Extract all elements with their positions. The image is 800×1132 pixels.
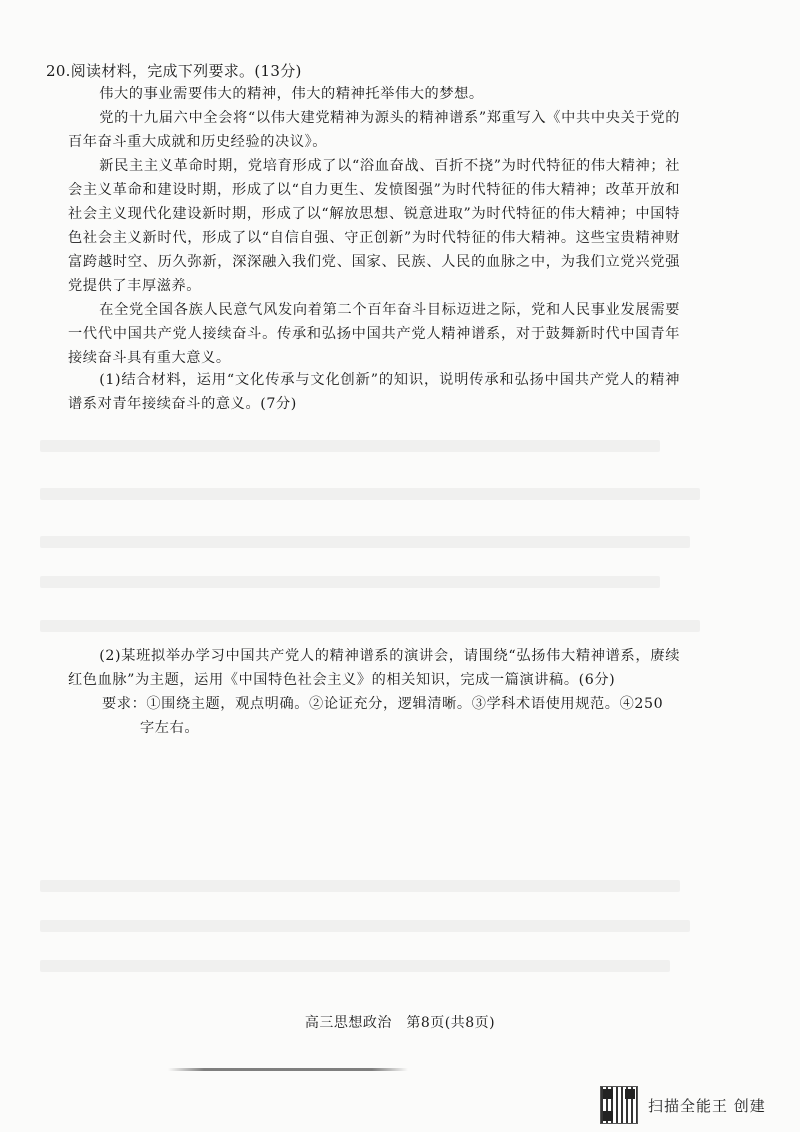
requirements-line-2: 字左右。 (140, 720, 200, 736)
material-paragraph-4: 在全党全国各族人民意气风发向着第二个百年奋斗目标迈进之际，党和人民事业发展需要一代代中国共产党人接续奋斗。传承和弘扬中国共产党人精神谱系，对于鼓舞新时代中国青年接续奋斗具有重大意义。 (68, 302, 680, 366)
page-footer: 高三思想政治 第8页(共8页) (304, 1015, 496, 1031)
bleed-through-line (40, 440, 660, 452)
question-heading: 20.阅读材料，完成下列要求。(13分) (46, 62, 302, 80)
bleed-through-line (40, 880, 680, 892)
scanner-watermark-text: 扫描全能王 创建 (648, 1096, 766, 1115)
bleed-through-line (40, 620, 700, 632)
bleed-through-line (40, 488, 700, 500)
sub-question-1: (1)结合材料，运用“文化传承与文化创新”的知识，说明传承和弘扬中国共产党人的精神谱系对青年接续奋斗的意义。(7分) (68, 372, 680, 412)
qr-code-icon (600, 1086, 638, 1124)
bleed-through-line (40, 536, 690, 548)
sub-question-2: (2)某班拟举办学习中国共产党人的精神谱系的演讲会，请围绕“弘扬伟大精神谱系，赓续红色血脉”为主题，运用《中国特色社会主义》的相关知识，完成一篇演讲稿。(6分) (68, 648, 680, 688)
bleed-through-line (40, 960, 670, 972)
requirements-line-1: 要求：①围绕主题，观点明确。②论证充分，逻辑清晰。③学科术语使用规范。④250 (102, 696, 664, 712)
footer-rule (168, 1068, 408, 1071)
material-paragraph-3: 新民主主义革命时期，党培育形成了以“浴血奋战、百折不挠”为时代特征的伟大精神；社会主义革命和建设时期，形成了以“自力更生、发愤图强”为时代特征的伟大精神；改革开放和社会主义现代化建设新时期，形成了以“解放思想、锐意进取”为时代特征的伟大精神；中国特色社会主义新时代，形成了以“自信自强、守正创新”为时代特征的伟大精神。这些宝贵精神财富跨越时空、历久弥新，深深融入我们党、国家、民族、人民的血脉之中，为我们立党兴党强党提供了丰厚滋养。 (68, 158, 680, 294)
bleed-through-line (40, 920, 690, 932)
bleed-through-line (40, 576, 660, 588)
material-paragraph-2: 党的十九届六中全会将“以伟大建党精神为源头的精神谱系”郑重写入《中共中央关于党的百年奋斗重大成就和历史经验的决议》。 (68, 110, 680, 150)
material-paragraph-1: 伟大的事业需要伟大的精神，伟大的精神托举伟大的梦想。 (99, 86, 484, 102)
scanner-watermark (600, 1086, 766, 1124)
